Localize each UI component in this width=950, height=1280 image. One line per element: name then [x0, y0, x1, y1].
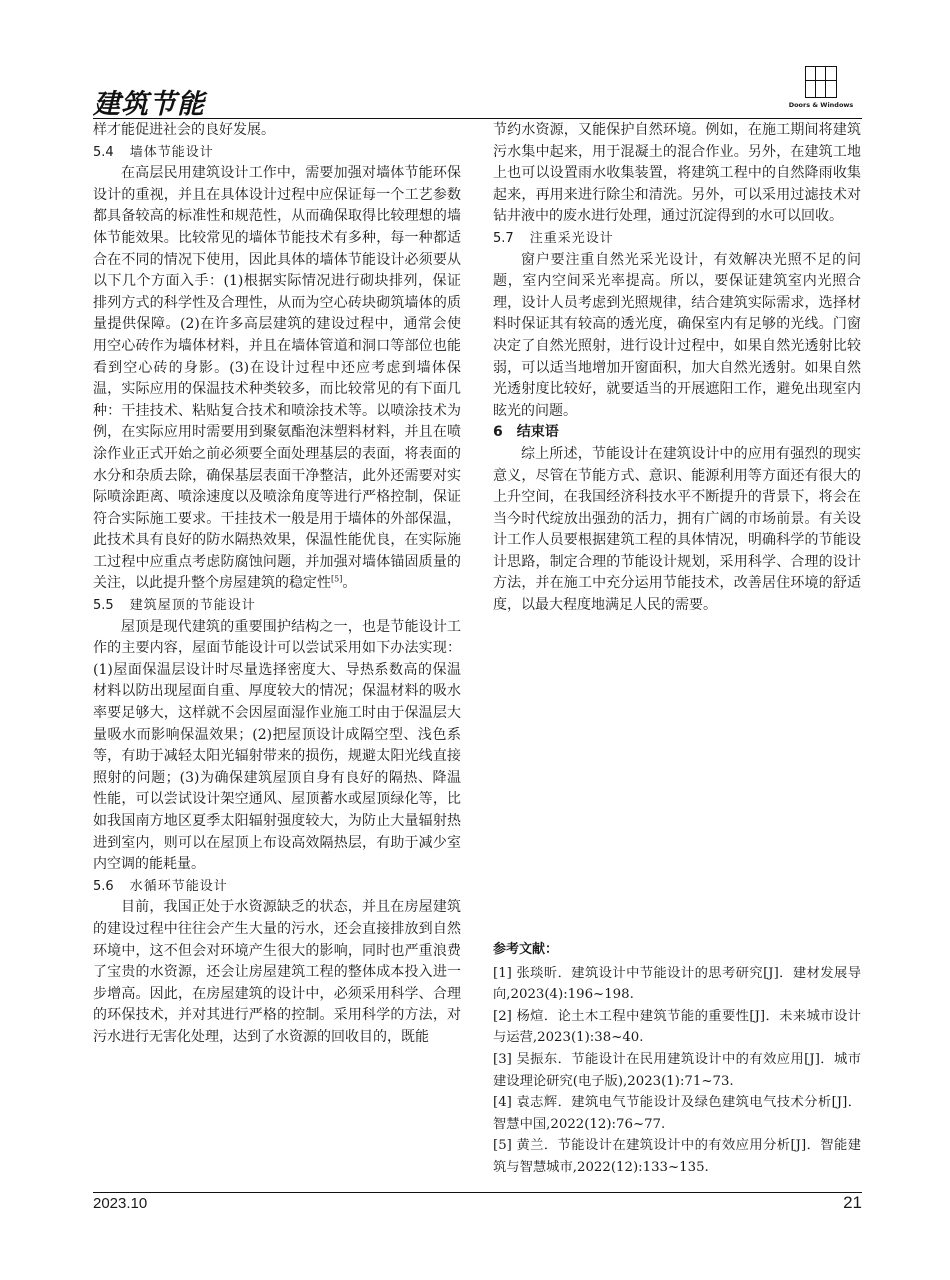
reference-item: [4] 袁志辉．建筑电气节能设计及绿色建筑电气技术分析[J]．智慧中国,2022(12):76~77. [493, 1095, 861, 1132]
paragraph-continued: 节约水资源，又能保护自然环境。例如，在施工期间将建筑污水集中起来，用于混凝土的混合作业。另外，在建筑工地上也可以设置雨水收集装置，将建筑工程中的自然降雨收集起来，再用来进行除尘和清洗。另外，可以采用过滤技术对钻井液中的废水进行处理，通过沉淀得到的水可以回收。 [493, 122, 861, 225]
paragraph-continued: 样才能促进社会的良好发展。 [93, 122, 275, 138]
section-number: 5.5 [93, 598, 114, 614]
journal-logo [782, 66, 860, 109]
section-heading-5-6 [93, 876, 461, 898]
journal-title: 建筑节能 [93, 89, 205, 120]
reference-item: [3] 吴振东．节能设计在民用建筑设计中的有效应用[J]．城市建设理论研究(电子版),2023(1):71~73. [493, 1051, 861, 1089]
logo-text: Doors & Windows [788, 101, 854, 109]
paragraph-daylighting: 窗户要注重自然光采光设计，有效解决光照不足的问题，室内空间采光率提高。所以，要保证建筑室内光照合理，设计人员考虑到光照规律，结合建筑实际需求，选择材料时保证其有较高的透光度，确保室内有足够的光线。门窗决定了自然光照射，进行设计过程中，如果自然光透射比较弱，可以适当地增加开窗面积，加大自然光透射。如果自然光透射度比较好，就要适当的开展遮阳工作，避免出现室内眩光的问题。 [493, 251, 861, 419]
references [493, 939, 861, 1179]
section-title: 注重采光设计 [529, 230, 614, 246]
reference-item: [1] 张琰昕．建筑设计中节能设计的思考研究[J]．建材发展导向,2023(4):196~198. [493, 965, 861, 1003]
section-heading-5-7 [493, 228, 861, 250]
section-number: 5.4 [93, 144, 114, 160]
paragraph-roof-energy: 屋顶是现代建筑的重要围护结构之一，也是节能设计工作的主要内容，屋面节能设计可以尝试采用如下办法实现：(1)屋面保温层设计时尽量选择密度大、导热系数高的保温材料以防出现屋面自重、厚度较大的情况；保温材料的吸水率要足够大，这样就不会因屋面湿作业施工时由于保温层大量吸水而影响保温效果；(2)把屋顶设计成隔空型、浅色系等，有助于减轻太阳光辐射带来的损伤，规避太阳光线直接照射的问题；(3)为确保建筑屋顶自身有良好的隔热、降温性能，可以尝试设计架空通风、屋顶蓄水或屋顶绿化等，比如我国南方地区夏季太阳辐射强度较大，为防止大量辐射热进到室内，则可以在屋顶上布设高效隔热层，有助于减少室内空调的能耗量。 [93, 618, 461, 873]
section-heading-5-5 [93, 595, 461, 617]
header-divider [93, 118, 862, 119]
references-title: 参考文献： [493, 942, 559, 957]
section-heading-6 [493, 422, 861, 444]
section-heading-5-4 [93, 142, 461, 164]
page-number: 21 [843, 1193, 862, 1212]
section-number: 6 [493, 424, 503, 441]
section-number: 5.7 [493, 230, 514, 246]
section-title: 水循环节能设计 [129, 878, 228, 894]
left-column [93, 120, 461, 1049]
section-title: 墙体节能设计 [129, 144, 214, 160]
footer-divider [93, 1192, 862, 1193]
section-title: 结束语 [516, 424, 559, 441]
section-number: 5.6 [93, 878, 114, 894]
reference-item: [5] 黄兰．节能设计在建筑设计中的有效应用分析[J]．智能建筑与智慧城市,2022(12):133~135. [493, 1138, 861, 1175]
right-column [493, 120, 861, 617]
reference-item: [2] 杨煊．论土木工程中建筑节能的重要性[J]．未来城市设计与运营,2023(1):38~40. [493, 1008, 861, 1046]
issue-date: 2023.10 [93, 1195, 148, 1212]
paragraph-water-cycle: 目前，我国正处于水资源缺乏的状态，并且在房屋建筑的建设过程中往往会产生大量的污水，还会直接排放到自然环境中，这不但会对环境产生很大的影响，同时也严重浪费了宝贵的水资源，还会让房屋建筑工程的整体成本投入进一步增高。因此，在房屋建筑的设计中，必须采用科学、合理的环保技术，并对其进行严格的控制。采用科学的方法，对污水进行无害化处理，达到了水资源的回收目的，既能 [93, 899, 461, 1045]
section-title: 建筑屋顶的节能设计 [129, 598, 256, 614]
citation: [5] [331, 574, 343, 584]
paragraph-wall-energy [93, 163, 461, 595]
paragraph-end: 。 [342, 575, 357, 592]
paragraph-text: 在高层民用建筑设计工作中，需要加强对墙体节能环保设计的重视，并且在具体设计过程中应保证每一个工艺参数都具备较高的标准性和规范性，从而确保取得比较理想的墙体节能效果。比较常见的墙体节能技术有多种，每一种都适合在不同的情况下使用，因此具体的墙体节能设计必须要从以下几个方面入手：(1)根据实际情况进行砌块排列，保证排列方式的科学性及合理性，从而为空心砖块砌筑墙体的质量提供保障。(2)在许多高层建筑的建设过程中，通常会使用空心砖作为墙体材料，并且在墙体管道和洞口等部位也能看到空心砖的身影。(3)在设计过程中还应考虑到墙体保温，实际应用的保温技术种类较多，而比较常见的有下面几种：干挂技术、粘贴复合技术和喷涂技术等。以喷涂技术为例，在实际应用时需要用到聚氨酯泡沫塑料材料，并且在喷涂作业正式开始之前必须要全面处理基层的表面，将表面的水分和杂质去除，确保基层表面干净整洁，此外还需要对实际喷涂距离、喷涂速度以及喷涂角度等进行严格控制，保证符合实际施工要求。干挂技术一般是用于墙体的外部保温，此技术具有良好的防水隔热效果，保温性能优良，在实际施工过程中应重点考虑防腐蚀问题，并加强对墙体锚固质量的关注，以此提升整个房屋建筑的稳定性 [93, 165, 461, 592]
paragraph-conclusion: 综上所述，节能设计在建筑设计中的应用有强烈的现实意义，尽管在节能方式、意识、能源利用等方面还有很大的上升空间，在我国经济科技水平不断提升的背景下，将会在当今时代绽放出强劲的活力，拥有广阔的市场前景。有关设计工作人员要根据建筑工程的具体情况，明确科学的节能设计思路，制定合理的节能设计规划，采用科学、合理的设计方法，并在施工中充分运用节能技术，改善居住环境的舒适度，以最大程度地满足人民的需要。 [493, 445, 861, 614]
window-frame-icon [805, 66, 837, 98]
